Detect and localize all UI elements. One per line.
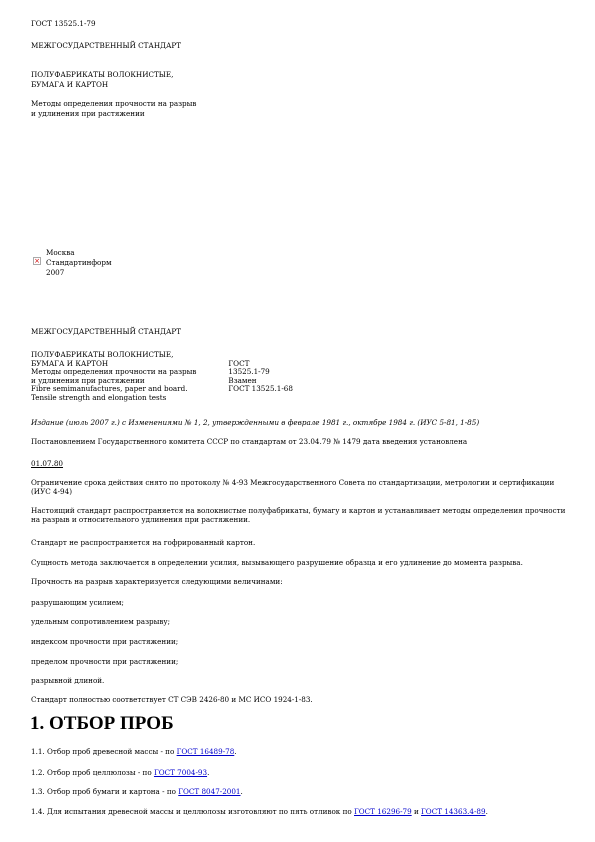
paragraph-characteristics: Прочность на разрыв характеризуется следующими величинами: xyxy=(31,577,283,586)
decree-text: Постановлением Государственного комитета СССР по стандартам от 23.04.79 № 1479 дата введения установлена xyxy=(31,437,468,446)
imprint-year: 2007 xyxy=(46,268,65,277)
info-right-cell: Взамен xyxy=(228,375,257,385)
clause-1-2: 1.2. Отбор проб целлюлозы - по ГОСТ 7004-93. xyxy=(31,768,210,777)
paragraph-term-note: Ограничение срока действия снято по протоколу № 4-93 Межгосударственного Совета по стандартизации, метрологии и сертификации (ИУС 4-94) xyxy=(31,478,555,496)
list-item: индексом прочности при растяжении; xyxy=(31,637,179,646)
doc-code: ГОСТ 13525.1-79 xyxy=(31,19,96,28)
title-info-table xyxy=(31,351,295,403)
gost-link[interactable]: ГОСТ 16489-78 xyxy=(176,747,235,756)
clause-1-3: 1.3. Отбор проб бумаги и картона - по ГОСТ 8047-2001. xyxy=(31,787,243,796)
paragraph-scope: Настоящий стандарт распространяется на волокнистые полуфабрикаты, бумагу и картон и устанавливает методы определения прочности на разрыв и относительного удлинения при растяжении. xyxy=(31,506,566,524)
imprint-publisher: Стандартинформ xyxy=(46,258,112,267)
gost-link[interactable]: ГОСТ 8047-2001 xyxy=(178,787,241,796)
info-left-cell: Fibre semimanufactures, paper and board. xyxy=(31,384,188,394)
info-left-cell: БУМАГА И КАРТОН xyxy=(31,358,109,368)
info-right-cell: ГОСТ 13525.1-68 xyxy=(228,384,293,394)
gost-link[interactable]: ГОСТ 14363.4-89 xyxy=(421,807,486,816)
info-right-cell: ГОСТ xyxy=(228,358,250,368)
paragraph-compliance: Стандарт полностью соответствует СТ СЭВ 2426-80 и МС ИСО 1924-1-83. xyxy=(31,695,313,704)
info-left-cell: и удлинения при растяжении xyxy=(31,375,145,385)
subtitle-line-1: Методы определения прочности на разрыв xyxy=(31,99,197,108)
clause-1-4: 1.4. Для испытания древесной массы и целлюлозы изготовляют по пять отливок по ГОСТ 16296-79 и ГОСТ 14363.4-89. xyxy=(31,807,488,816)
info-left-cell: ПОЛУФАБРИКАТЫ ВОЛОКНИСТЫЕ, xyxy=(31,350,174,359)
info-right-cell xyxy=(198,394,295,403)
list-item: разрушающим усилием; xyxy=(31,598,124,607)
standard-type: МЕЖГОСУДАРСТВЕННЫЙ СТАНДАРТ xyxy=(31,41,182,50)
clause-1-1: 1.1. Отбор проб древесной массы - по ГОСТ 16489-78. xyxy=(31,747,237,756)
intro-date: 01.07.80 xyxy=(31,459,64,468)
edition-note: Издание (июль 2007 г.) с Изменениями № 1, 2, утвержденными в феврале 1981 г., октябре 1984 г. (ИУС 5-81, 1-85) xyxy=(31,418,480,427)
section-heading: 1. ОТБОР ПРОБ xyxy=(30,713,174,734)
imprint-city: Москва xyxy=(46,248,75,257)
gost-link[interactable]: ГОСТ 16296-79 xyxy=(354,807,412,816)
list-item: разрывной длиной. xyxy=(31,676,105,685)
subtitle-line-2: и удлинения при растяжении xyxy=(31,109,145,118)
list-item: удельным сопротивлением разрыву; xyxy=(31,617,171,626)
info-row xyxy=(31,394,295,403)
info-right-cell: 13525.1-79 xyxy=(228,367,270,377)
standard-type-repeat: МЕЖГОСУДАРСТВЕННЫЙ СТАНДАРТ xyxy=(31,327,182,336)
title-line-2: БУМАГА И КАРТОН xyxy=(31,80,109,89)
broken-image-icon: × xyxy=(34,257,40,265)
gost-link[interactable]: ГОСТ 7004-93 xyxy=(153,768,208,777)
info-left-cell: Методы определения прочности на разрыв xyxy=(31,367,197,377)
list-item: пределом прочности при растяжении; xyxy=(31,657,179,666)
paragraph-exclusion: Стандарт не распространяется на гофрированный картон. xyxy=(31,538,256,547)
info-left-cell: Tensile strength and elongation tests xyxy=(31,392,167,402)
paragraph-essence: Сущность метода заключается в определении усилия, вызывающего разрушение образца и его удлинение до момента разрыва. xyxy=(31,558,523,567)
title-line-1: ПОЛУФАБРИКАТЫ ВОЛОКНИСТЫЕ, xyxy=(31,70,174,79)
